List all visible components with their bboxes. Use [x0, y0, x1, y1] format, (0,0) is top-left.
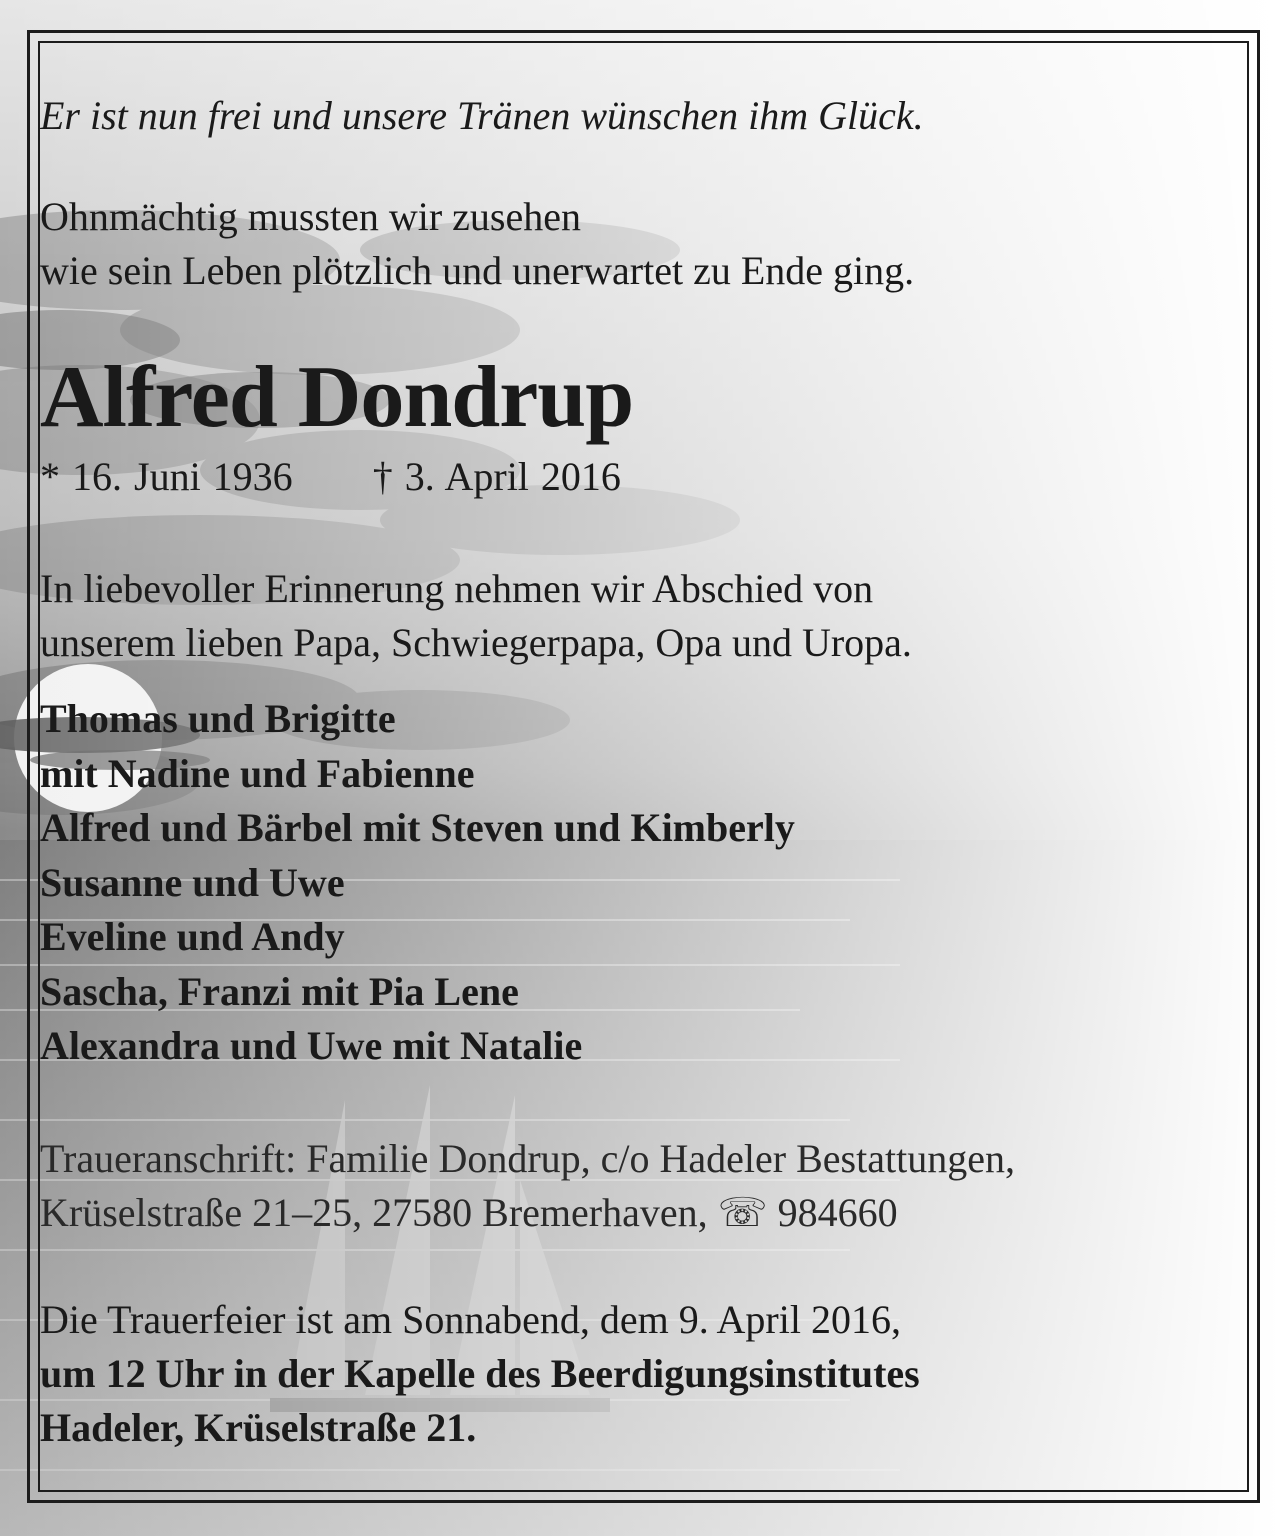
remembrance-line-2: unserem lieben Papa, Schwiegerpapa, Opa und Uropa. [40, 620, 912, 665]
motto-text [40, 92, 1250, 140]
funeral-ceremony-info [40, 1293, 1270, 1455]
life-dates [40, 452, 1270, 502]
ceremony-line-2: um 12 Uhr in der Kapelle des Beerdigungsinstitutes [40, 1351, 920, 1396]
mourner-line: Sascha, Franzi mit Pia Lene [40, 968, 519, 1014]
ceremony-line-3: Hadeler, Krüselstraße 21. [40, 1405, 477, 1450]
mourner-line: Susanne und Uwe [40, 859, 345, 905]
mourner-line: mit Nadine und Fabienne [40, 750, 475, 796]
deceased-name [40, 350, 1270, 446]
intro-line-1: Ohnmächtig mussten wir zusehen [40, 194, 581, 239]
death-date: † 3. April 2016 [372, 454, 621, 499]
address-line-1: Traueranschrift: Familie Dondrup, c/o Hadeler Bestattungen, [40, 1136, 1015, 1181]
mourner-line: Thomas und Brigitte [40, 696, 396, 741]
mourner-line: Alexandra und Uwe mit Natalie [40, 1023, 583, 1068]
mourners-list [40, 692, 1270, 1074]
mourner-line: Alfred und Bärbel mit Steven und Kimberly [40, 805, 795, 850]
intro-text [40, 190, 1270, 298]
birth-date: * 16. Juni 1936 [40, 454, 293, 499]
intro-line-2: wie sein Leben plötzlich und unerwartet zu Ende ging. [40, 248, 915, 293]
mourner-line: Eveline und Andy [40, 914, 345, 959]
condolence-address [40, 1132, 1270, 1240]
deceased-name-text: Alfred Dondrup [40, 349, 634, 446]
remembrance-text [40, 562, 1270, 670]
motto-line: Er ist nun frei und unsere Tränen wünschen ihm Glück. [40, 93, 924, 138]
address-line-2: Krüselstraße 21–25, 27580 Bremerhaven, ☏ 984660 [40, 1190, 898, 1235]
remembrance-line-1: In liebevoller Erinnerung nehmen wir Abschied von [40, 566, 874, 611]
ceremony-line-1: Die Trauerfeier ist am Sonnabend, dem 9. April 2016, [40, 1297, 901, 1342]
